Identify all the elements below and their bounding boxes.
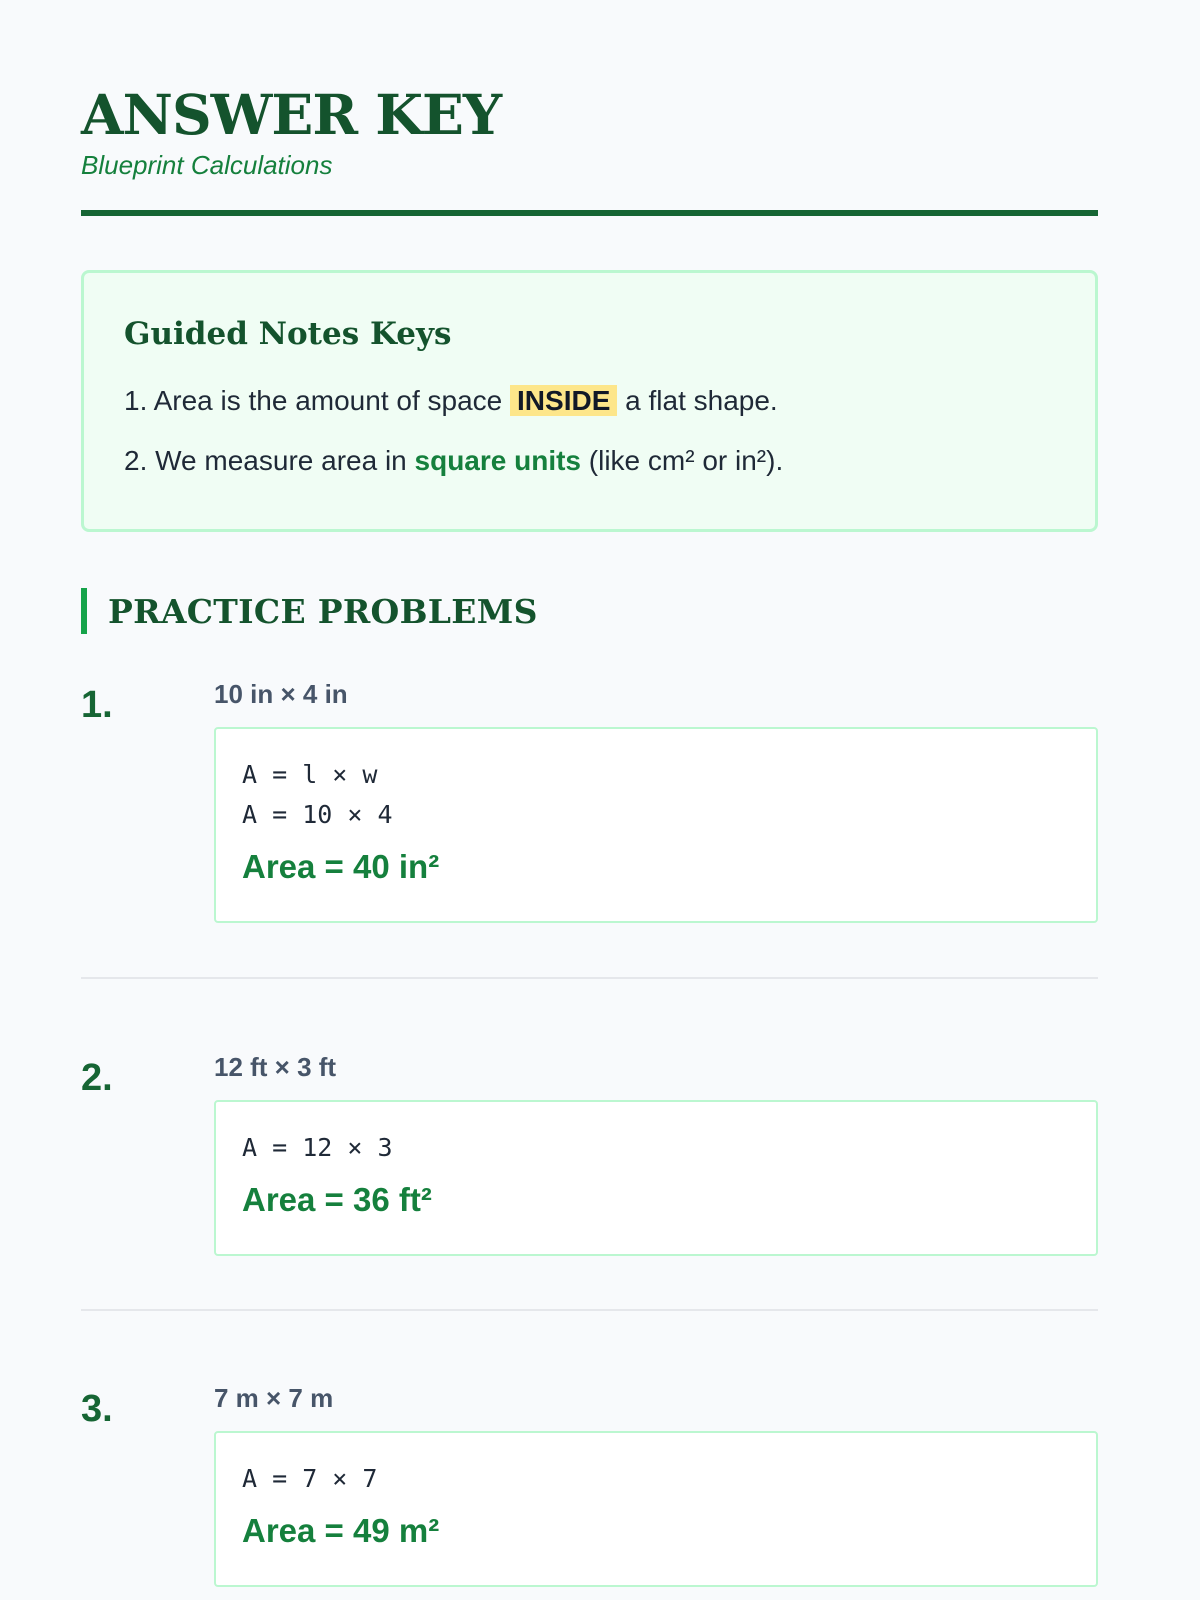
- note-line-1: [124, 383, 1055, 419]
- guided-notes-box: [81, 270, 1098, 532]
- problem-number: 2.: [81, 1057, 113, 1099]
- solution-box: [214, 1431, 1098, 1587]
- note-line-2-after: (like cm² or in²).: [581, 445, 784, 476]
- answer-line: Area = 36 ft²: [242, 1181, 432, 1218]
- problem-divider: [81, 977, 1098, 979]
- page-subtitle: Blueprint Calculations: [81, 150, 333, 180]
- problem-body: [214, 1051, 1098, 1256]
- problem-dimensions: 7 m × 7 m: [214, 1383, 334, 1413]
- highlighted-term: INSIDE: [510, 385, 617, 416]
- problem-divider: [81, 1309, 1098, 1311]
- answer-line: Area = 49 m²: [242, 1512, 440, 1549]
- problem-dimensions: 10 in × 4 in: [214, 679, 348, 709]
- note-line-1-after: a flat shape.: [617, 385, 778, 416]
- note-line-1-before: 1. Area is the amount of space: [124, 385, 511, 416]
- title-divider: [81, 210, 1098, 216]
- solution-box: [214, 1100, 1098, 1256]
- note-line-2-before: 2. We measure area in: [124, 445, 415, 476]
- document-header: [81, 0, 1098, 180]
- practice-section-heading: [81, 588, 1098, 634]
- work-step: A = 12 × 3: [242, 1133, 393, 1162]
- problem-number: 3.: [81, 1388, 113, 1430]
- practice-section-title: PRACTICE PROBLEMS: [108, 591, 538, 631]
- guided-notes-title: Guided Notes Keys: [124, 316, 452, 352]
- work-step: A = 10 × 4: [242, 800, 393, 829]
- work-step: A = l × w: [242, 760, 378, 789]
- problem-item: [81, 1382, 1098, 1587]
- solution-box: [214, 727, 1098, 923]
- page-title: ANSWER KEY: [81, 82, 502, 147]
- problem-body: [214, 1382, 1098, 1587]
- problem-number: 1.: [81, 684, 113, 726]
- problem-body: [214, 678, 1098, 923]
- answer-line: Area = 40 in²: [242, 848, 440, 885]
- problem-dimensions: 12 ft × 3 ft: [214, 1052, 337, 1082]
- work-step: A = 7 × 7: [242, 1464, 378, 1493]
- problem-item: [81, 1051, 1098, 1256]
- emphasized-term: square units: [414, 445, 581, 476]
- note-line-2: [124, 443, 1055, 479]
- problem-item: [81, 678, 1098, 923]
- section-accent-bar: [81, 588, 87, 634]
